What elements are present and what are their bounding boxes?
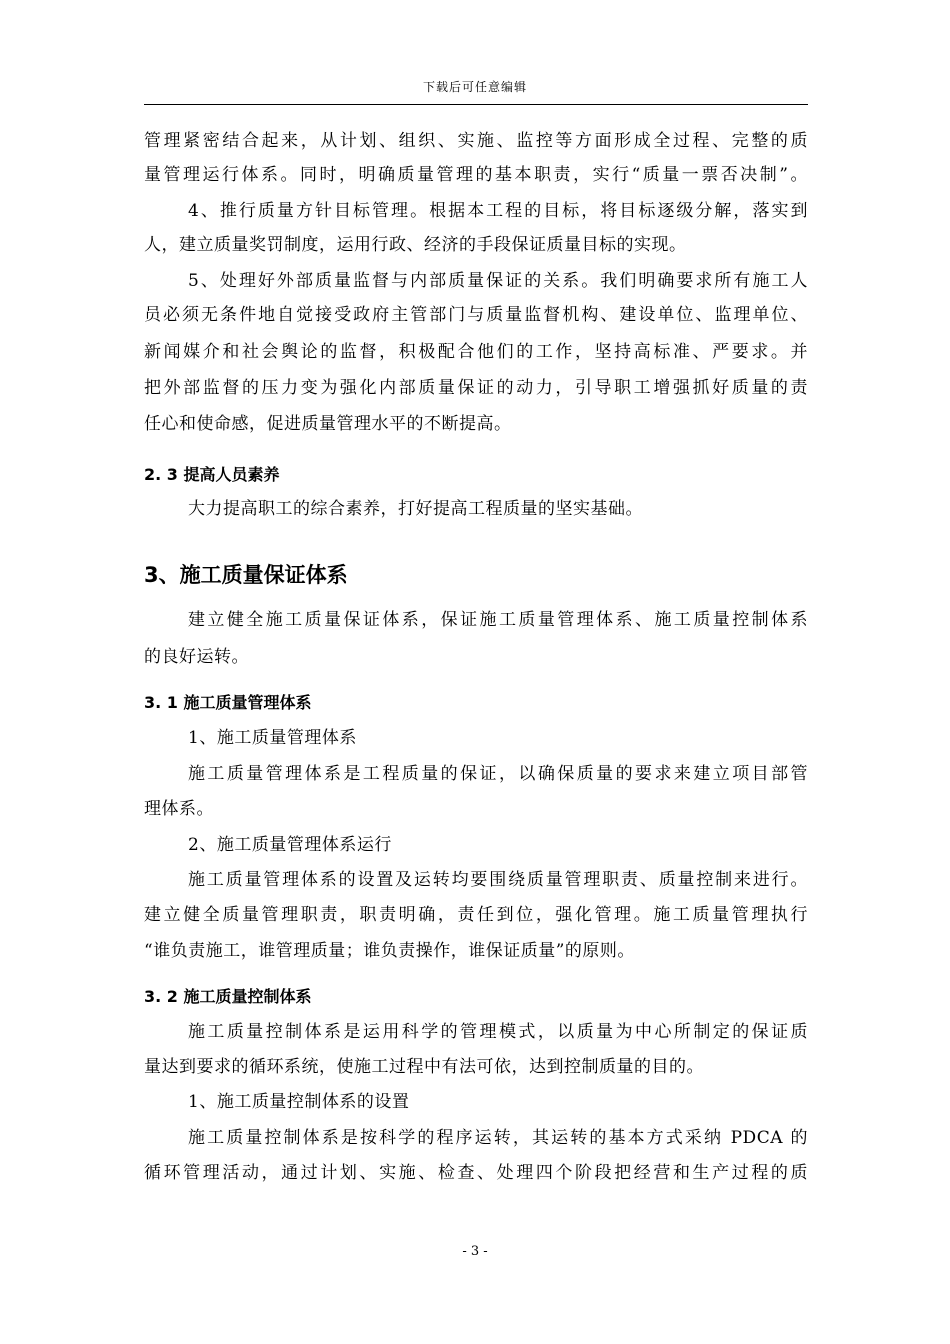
paragraph-line: 人，建立质量奖罚制度，运用行政、经济的手段保证质量目标的实现。 <box>144 235 687 255</box>
paragraph-line: 建立健全质量管理职责，职责明确，责任到位，强化管理。施工质量管理执行 <box>144 905 808 925</box>
section-heading-2-3: 2. 3 提高人员素养 <box>144 465 280 484</box>
paragraph-line: 2、施工质量管理体系运行 <box>188 835 392 855</box>
paragraph-line: “谁负责施工，谁管理质量；谁负责操作，谁保证质量”的原则。 <box>144 941 635 961</box>
paragraph-line: 的良好运转。 <box>144 647 249 667</box>
paragraph-line: 员必须无条件地自觉接受政府主管部门与质量监督机构、建设单位、监理单位、 <box>144 305 808 325</box>
paragraph-line: 新闻媒介和社会舆论的监督，积极配合他们的工作，坚持高标准、严要求。并 <box>144 342 808 362</box>
paragraph-line: 量达到要求的循环系统，使施工过程中有法可依，达到控制质量的目的。 <box>144 1057 704 1077</box>
section-heading-3-1: 3. 1 施工质量管理体系 <box>144 693 312 712</box>
page-header: 下载后可任意编辑 <box>422 80 527 94</box>
paragraph-line: 施工质量控制体系是运用科学的管理模式，以质量为中心所制定的保证质 <box>188 1022 808 1042</box>
paragraph-line: 把外部监督的压力变为强化内部质量保证的动力，引导职工增强抓好质量的责 <box>144 378 808 398</box>
paragraph-line: 管理紧密结合起来，从计划、组织、实施、监控等方面形成全过程、完整的质 <box>144 131 808 151</box>
paragraph-line: 理体系。 <box>144 799 214 819</box>
paragraph-line: 量管理运行体系。同时，明确质量管理的基本职责，实行“质量一票否决制”。 <box>144 165 808 185</box>
paragraph-line: 4、推行质量方针目标管理。根据本工程的目标，将目标逐级分解，落实到 <box>188 201 808 221</box>
paragraph-line: 任心和使命感，促进质量管理水平的不断提高。 <box>144 414 512 434</box>
paragraph-line: 5、处理好外部质量监督与内部质量保证的关系。我们明确要求所有施工人 <box>188 271 808 291</box>
paragraph-line: 循环管理活动，通过计划、实施、检查、处理四个阶段把经营和生产过程的质 <box>144 1163 808 1183</box>
paragraph-line: 施工质量管理体系的设置及运转均要围绕质量管理职责、质量控制来进行。 <box>188 870 808 890</box>
paragraph-line: 施工质量管理体系是工程质量的保证，以确保质量的要求来建立项目部管 <box>188 764 808 784</box>
paragraph-line: 建立健全施工质量保证体系，保证施工质量管理体系、施工质量控制体系 <box>188 610 808 630</box>
paragraph-line: 大力提高职工的综合素养，打好提高工程质量的坚实基础。 <box>188 499 643 519</box>
section-heading-3: 3、施工质量保证体系 <box>144 563 348 587</box>
section-heading-3-2: 3. 2 施工质量控制体系 <box>144 987 312 1006</box>
page-number: - 3 - <box>462 1244 488 1259</box>
paragraph-line: 1、施工质量控制体系的设置 <box>188 1092 410 1112</box>
paragraph-line: 1、施工质量管理体系 <box>188 728 357 748</box>
paragraph-line: 施工质量控制体系是按科学的程序运转，其运转的基本方式采纳 PDCA 的 <box>188 1128 808 1148</box>
